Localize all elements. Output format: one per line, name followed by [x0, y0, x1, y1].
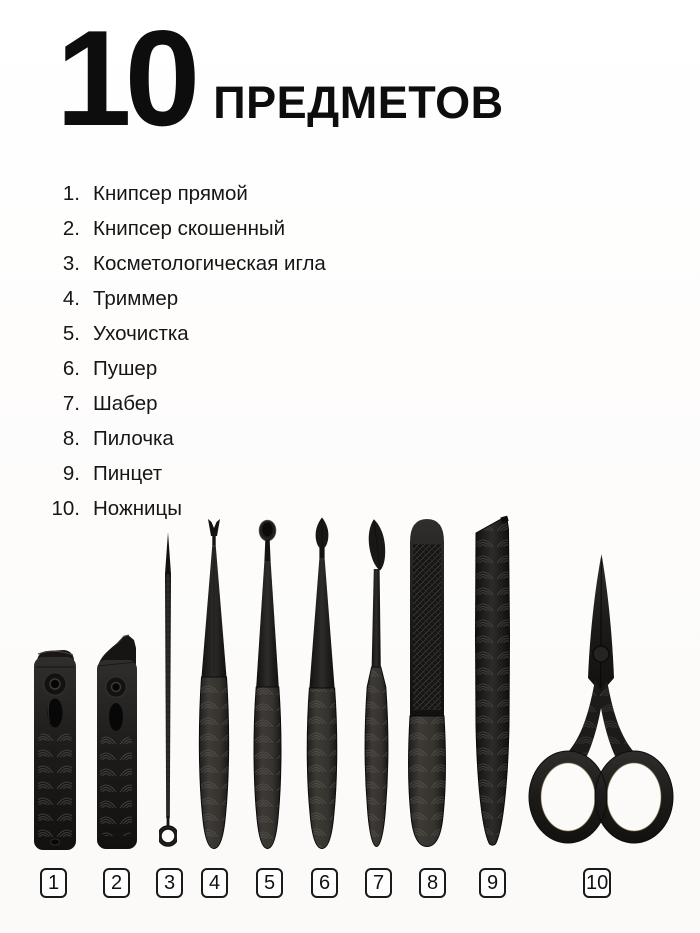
- list-item-label: Ухочистка: [93, 322, 189, 345]
- list-item-label: Косметологическая игла: [93, 252, 326, 275]
- tool-image-ear-pick: [251, 519, 284, 850]
- tool-number-badge: 7: [365, 868, 392, 898]
- list-item-number: 2.: [62, 217, 80, 240]
- list-item: [42, 351, 326, 386]
- list-item-number: 8.: [62, 427, 80, 450]
- list-item: [42, 316, 326, 351]
- tool-number-badge: 2: [103, 868, 130, 898]
- tool-number-badge: 1: [40, 868, 67, 898]
- list-item-label: Шабер: [93, 392, 158, 415]
- tool-number-badge: 5: [256, 868, 283, 898]
- header-count: 10: [56, 2, 194, 154]
- list-item-label: Книпсер прямой: [93, 182, 248, 205]
- list-item-label: Ножницы: [93, 497, 182, 520]
- tool-image-cuticle-pusher: [304, 516, 340, 850]
- list-item-number: 5.: [62, 322, 80, 345]
- tool-image-scraper: [357, 517, 397, 848]
- list-item-number: 6.: [62, 357, 80, 380]
- list-item: [42, 246, 326, 281]
- tool-number-badge: 3: [156, 868, 183, 898]
- list-item-number: 4.: [62, 287, 80, 310]
- list-item-number: 10.: [51, 497, 80, 520]
- list-item-label: Триммер: [93, 287, 179, 310]
- tool-number-badge: 9: [479, 868, 506, 898]
- list-item: [42, 421, 326, 456]
- tool-image-nail-clipper-straight: [31, 645, 79, 852]
- list-item: [42, 456, 326, 491]
- tool-image-cuticle-trimmer: [196, 517, 232, 850]
- list-item: [42, 211, 326, 246]
- list-item: [42, 386, 326, 421]
- list-item-number: 1.: [62, 182, 80, 205]
- tool-image-scissors: [526, 552, 676, 857]
- tools-photo-area: [0, 500, 700, 933]
- page-header: [56, 2, 504, 154]
- tool-name-list: [42, 176, 326, 526]
- list-item-label: Пушер: [93, 357, 158, 380]
- tool-number-badge: 6: [311, 868, 338, 898]
- tool-image-nail-file: [405, 516, 449, 848]
- list-item-number: 3.: [62, 252, 80, 275]
- list-item: [42, 281, 326, 316]
- header-title: ПРЕДМЕТОВ: [213, 77, 504, 128]
- list-item-label: Пилочка: [93, 427, 174, 450]
- tool-number-badge: 4: [201, 868, 228, 898]
- list-item-number: 7.: [62, 392, 80, 415]
- list-item: [42, 176, 326, 211]
- tool-number-badge: 10: [583, 868, 611, 898]
- tool-image-nail-clipper-slanted: [94, 632, 140, 852]
- tool-image-tweezers: [471, 515, 512, 848]
- tool-image-cosmetic-needle: [159, 530, 177, 858]
- list-item-label: Книпсер скошенный: [93, 217, 286, 240]
- tool-number-badge: 8: [419, 868, 446, 898]
- list-item-label: Пинцет: [93, 462, 163, 485]
- list-item-number: 9.: [62, 462, 80, 485]
